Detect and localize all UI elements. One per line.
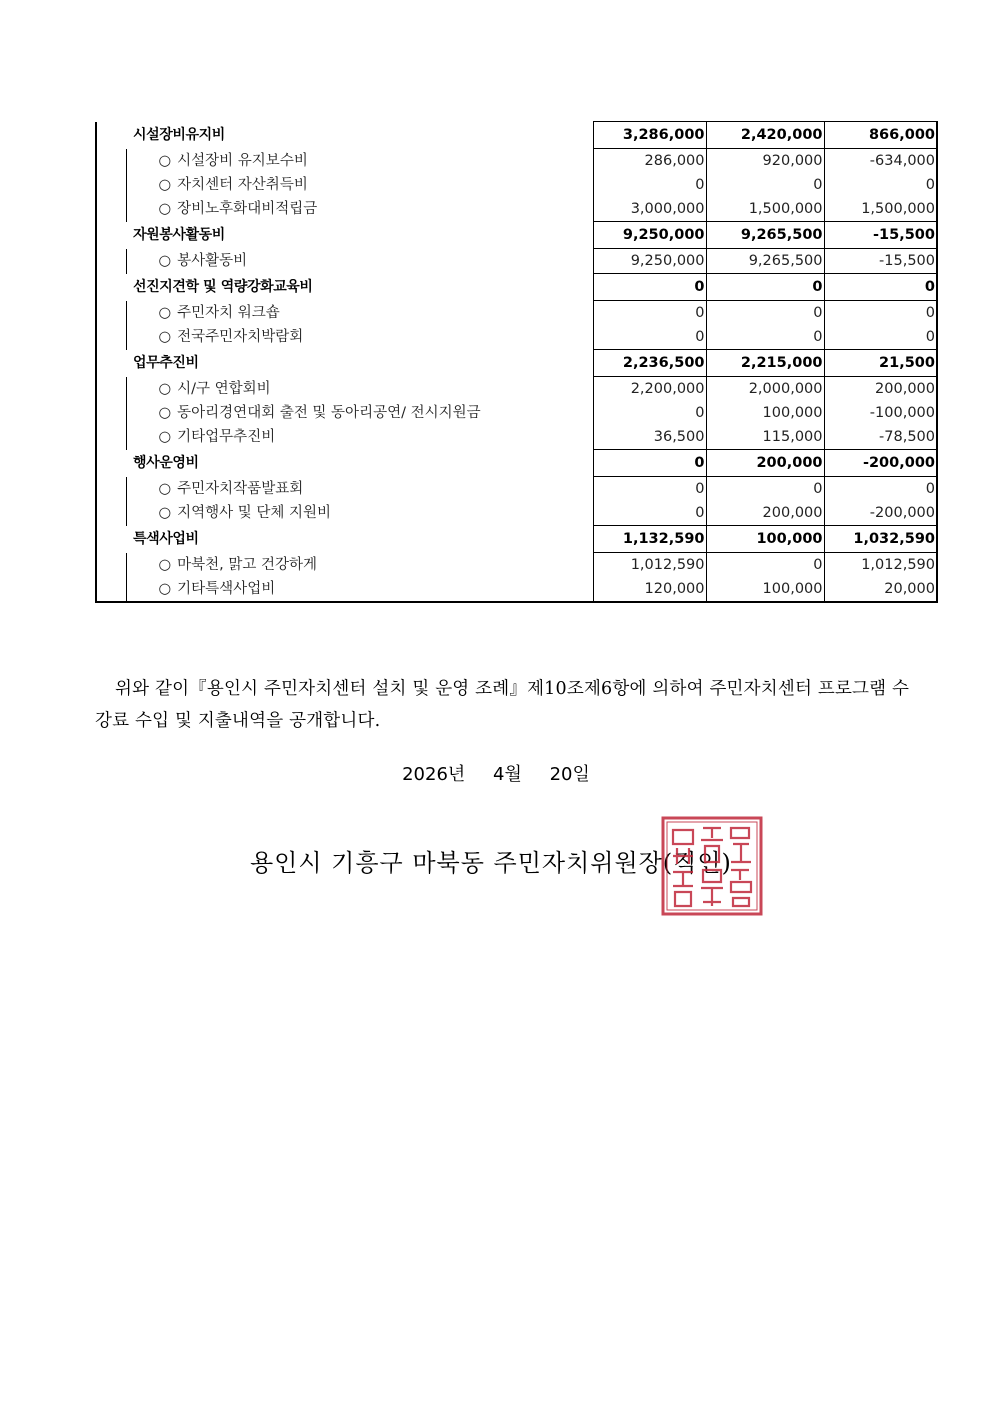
budget-table [95, 121, 938, 603]
bullet-circle-icon: ○ [158, 176, 172, 193]
bullet-circle-icon: ○ [158, 580, 172, 597]
item-label-cell [126, 477, 593, 502]
item-label: 주민자치 워크숍 [177, 304, 280, 321]
amount-col-2: 0 [706, 553, 824, 578]
document-date: 2026년 4월 20일 [402, 764, 590, 785]
bullet-circle-icon: ○ [158, 380, 172, 397]
item-label: 기타특색사업비 [177, 580, 276, 597]
amount-col-1: 0 [593, 401, 706, 425]
item-row [96, 325, 937, 350]
indent-cell [96, 425, 126, 450]
indent-cell [96, 173, 126, 197]
amount-col-2: 0 [706, 325, 824, 350]
item-label-cell [126, 577, 593, 602]
indent-cell [96, 577, 126, 602]
amount-col-2: 0 [706, 301, 824, 326]
indent-cell [96, 377, 126, 402]
amount-col-1: 0 [593, 450, 706, 477]
amount-col-2: 100,000 [706, 401, 824, 425]
item-row [96, 197, 937, 222]
bullet-circle-icon: ○ [158, 201, 172, 217]
amount-col-3: 1,032,590 [824, 526, 937, 553]
category-label: 업무추진비 [96, 350, 593, 377]
indent-cell [96, 301, 126, 326]
indent-cell [96, 197, 126, 222]
category-label: 자원봉사활동비 [96, 222, 593, 249]
bullet-circle-icon: ○ [158, 480, 172, 497]
item-row [96, 425, 937, 450]
amount-col-3: 1,500,000 [824, 197, 937, 222]
item-label: 시설장비 유지보수비 [177, 152, 308, 169]
amount-col-3: -78,500 [824, 425, 937, 450]
amount-col-3: 0 [824, 477, 937, 502]
bullet-circle-icon: ○ [158, 429, 172, 445]
item-label-cell [126, 301, 593, 326]
category-row [96, 122, 937, 149]
category-label: 특색사업비 [96, 526, 593, 553]
amount-col-3: -15,500 [824, 222, 937, 249]
bullet-circle-icon: ○ [158, 556, 172, 573]
item-row [96, 501, 937, 526]
amount-col-2: 100,000 [706, 577, 824, 602]
amount-col-1: 0 [593, 477, 706, 502]
amount-col-1: 9,250,000 [593, 249, 706, 274]
item-label: 봉사활동비 [177, 252, 248, 269]
indent-cell [96, 501, 126, 526]
amount-col-3: -634,000 [824, 149, 937, 174]
item-row [96, 173, 937, 197]
item-label-cell [126, 249, 593, 274]
amount-col-2: 920,000 [706, 149, 824, 174]
amount-col-2: 2,215,000 [706, 350, 824, 377]
amount-col-1: 0 [593, 173, 706, 197]
category-label: 행사운영비 [96, 450, 593, 477]
amount-col-2: 100,000 [706, 526, 824, 553]
category-row [96, 350, 937, 377]
item-label: 동아리경연대회 출전 및 동아리공연/ 전시지원금 [177, 404, 481, 421]
item-label: 전국주민자치박람회 [177, 329, 304, 345]
amount-col-2: 115,000 [706, 425, 824, 450]
amount-col-2: 2,420,000 [706, 122, 824, 149]
amount-col-2: 0 [706, 477, 824, 502]
amount-col-3: 200,000 [824, 377, 937, 402]
bullet-circle-icon: ○ [158, 505, 172, 521]
amount-col-2: 0 [706, 274, 824, 301]
indent-cell [96, 249, 126, 274]
amount-col-1: 3,286,000 [593, 122, 706, 149]
amount-col-2: 0 [706, 173, 824, 197]
amount-col-1: 2,200,000 [593, 377, 706, 402]
amount-col-1: 1,132,590 [593, 526, 706, 553]
bullet-circle-icon: ○ [158, 252, 172, 269]
amount-col-2: 200,000 [706, 450, 824, 477]
amount-col-1: 2,236,500 [593, 350, 706, 377]
amount-col-2: 200,000 [706, 501, 824, 526]
amount-col-2: 1,500,000 [706, 197, 824, 222]
amount-col-1: 9,250,000 [593, 222, 706, 249]
amount-col-1: 0 [593, 501, 706, 526]
official-seal-icon [661, 816, 763, 916]
item-label-cell [126, 149, 593, 174]
amount-col-2: 2,000,000 [706, 377, 824, 402]
item-label: 시/구 연합회비 [177, 380, 271, 397]
item-label-cell [126, 325, 593, 350]
amount-col-1: 0 [593, 274, 706, 301]
indent-cell [96, 149, 126, 174]
item-label-cell [126, 401, 593, 425]
item-label: 기타업무추진비 [177, 429, 276, 445]
item-row [96, 577, 937, 602]
amount-col-1: 0 [593, 325, 706, 350]
category-row [96, 450, 937, 477]
item-label: 마북천, 맑고 건강하게 [177, 556, 318, 573]
indent-cell [96, 553, 126, 578]
amount-col-2: 9,265,500 [706, 249, 824, 274]
amount-col-3: 866,000 [824, 122, 937, 149]
item-label-cell [126, 173, 593, 197]
bullet-circle-icon: ○ [158, 152, 172, 169]
item-row [96, 249, 937, 274]
amount-col-3: 0 [824, 173, 937, 197]
bullet-circle-icon: ○ [158, 329, 172, 345]
item-label-cell [126, 377, 593, 402]
category-row [96, 526, 937, 553]
item-row [96, 477, 937, 502]
amount-col-3: -100,000 [824, 401, 937, 425]
amount-col-1: 286,000 [593, 149, 706, 174]
amount-col-1: 120,000 [593, 577, 706, 602]
indent-cell [96, 477, 126, 502]
item-row [96, 377, 937, 402]
item-label-cell [126, 501, 593, 526]
amount-col-1: 3,000,000 [593, 197, 706, 222]
item-label-cell [126, 553, 593, 578]
item-row [96, 301, 937, 326]
item-label: 자치센터 자산취득비 [177, 176, 308, 193]
amount-col-3: 21,500 [824, 350, 937, 377]
indent-cell [96, 401, 126, 425]
indent-cell [96, 325, 126, 350]
amount-col-2: 9,265,500 [706, 222, 824, 249]
item-row [96, 149, 937, 174]
item-label: 주민자치작품발표회 [177, 480, 304, 497]
item-label-cell [126, 197, 593, 222]
amount-col-3: 0 [824, 301, 937, 326]
bullet-circle-icon: ○ [158, 404, 172, 421]
amount-col-3: -15,500 [824, 249, 937, 274]
category-label: 선진지견학 및 역량강화교육비 [96, 274, 593, 301]
amount-col-3: 20,000 [824, 577, 937, 602]
amount-col-3: -200,000 [824, 450, 937, 477]
disclosure-notice [95, 673, 915, 737]
item-row [96, 553, 937, 578]
amount-col-3: -200,000 [824, 501, 937, 526]
item-label: 장비노후화대비적립금 [177, 201, 318, 217]
amount-col-3: 0 [824, 274, 937, 301]
amount-col-1: 36,500 [593, 425, 706, 450]
signer-name: 용인시 기흥구 마북동 주민자치위원장(직인) [250, 849, 732, 877]
amount-col-1: 0 [593, 301, 706, 326]
item-label-cell [126, 425, 593, 450]
item-label: 지역행사 및 단체 지원비 [177, 505, 332, 521]
category-row [96, 222, 937, 249]
amount-col-1: 1,012,590 [593, 553, 706, 578]
notice-text: 위와 같이『용인시 주민자치센터 설치 및 운영 조례』제10조제6항에 의하여 주민자치센터 프로그램 수강료 수입 및 지출내역을 공개합니다. [95, 679, 910, 731]
amount-col-3: 1,012,590 [824, 553, 937, 578]
budget-table-body [96, 122, 937, 603]
item-row [96, 401, 937, 425]
amount-col-3: 0 [824, 325, 937, 350]
category-label: 시설장비유지비 [96, 122, 593, 149]
category-row [96, 274, 937, 301]
bullet-circle-icon: ○ [158, 304, 172, 321]
